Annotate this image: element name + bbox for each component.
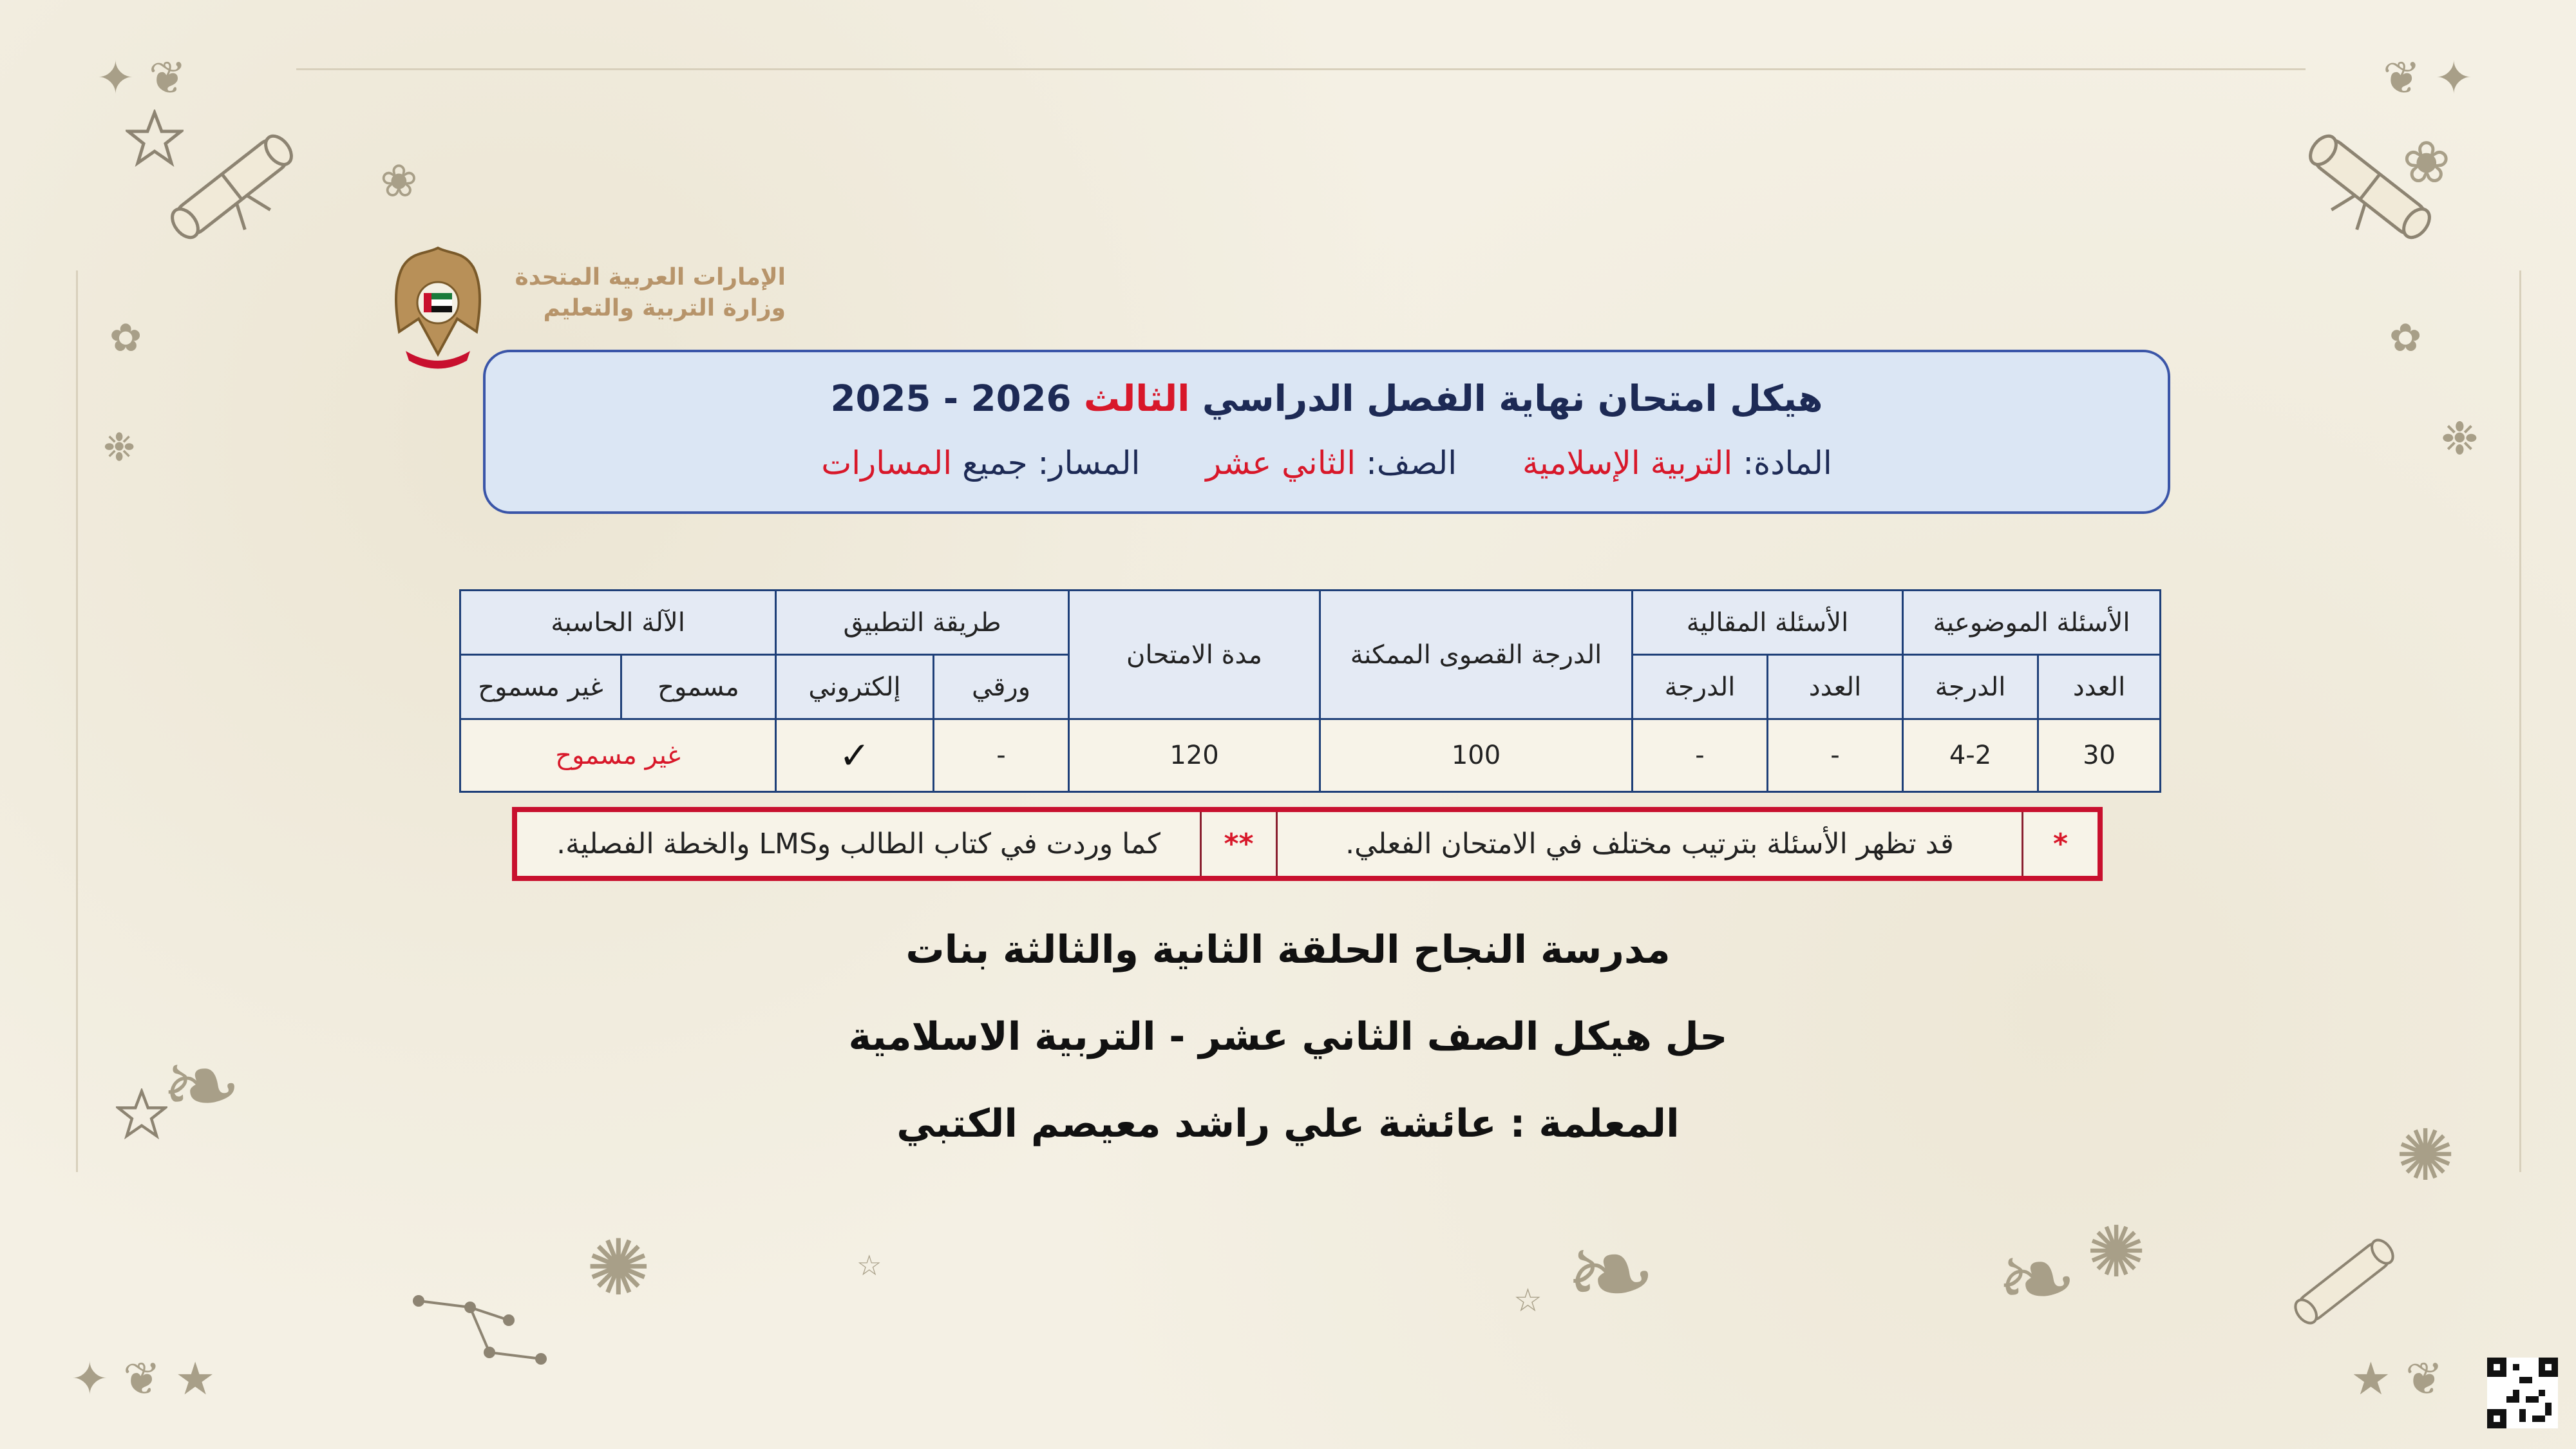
leaf-branch-icon-bottom-right: ❧ — [1996, 1224, 2078, 1336]
cell-essay-score: - — [1633, 719, 1768, 792]
header-calculator: الآلة الحاسبة — [460, 591, 776, 655]
laurel-icon-bottom-left: ✦ ❦ ★ — [71, 1352, 216, 1405]
cell-paper: - — [934, 719, 1069, 792]
constellation-icon-bottom-left — [412, 1282, 560, 1385]
checkmark-icon: ✓ — [776, 719, 934, 792]
track-label: المسار: جميع — [962, 444, 1141, 482]
subject-label: المادة: — [1743, 444, 1832, 482]
firework-icon-bottom-left: ✺ — [586, 1224, 651, 1313]
flower-icon-top-right: ❀ — [2402, 129, 2451, 196]
subheader-allowed: مسموح — [621, 655, 776, 719]
uae-emblem-logo — [386, 242, 489, 370]
note2-text: كما وردت في كتاب الطالب وLMS والخطة الفصلية. — [556, 828, 1160, 860]
track-value: المسارات — [821, 444, 952, 482]
header-essay: الأسئلة المقالية — [1633, 591, 1903, 655]
notes-box — [512, 807, 2103, 881]
flower-icon-top-left: ❀ — [380, 155, 418, 207]
firework-icon-bottom-right: ✺ — [2087, 1211, 2146, 1293]
school-name: مدرسة النجاح الحلقة الثانية والثالثة بنات — [905, 927, 1671, 972]
solution-title: حل هيكل الصف الثاني عشر - التربية الاسلامية — [848, 1014, 1728, 1059]
header-max-score: الدرجة القصوى الممكنة — [1320, 591, 1633, 719]
title-year: 2025 - 2026 — [830, 378, 1072, 420]
star-icon-top-left — [126, 109, 184, 167]
firework-icon-right: ✺ — [2396, 1114, 2456, 1197]
flower-icon-right: ✿ — [2389, 316, 2422, 361]
grade-value: الثاني عشر — [1206, 444, 1356, 482]
note2-marker: ** — [1200, 812, 1276, 876]
flower-icon-left: ✿ — [109, 316, 142, 361]
subheader-not-allowed: غير مسموح — [460, 655, 621, 719]
subject-value: التربية الإسلامية — [1522, 444, 1733, 482]
cell-duration: 120 — [1069, 719, 1320, 792]
note1-text: قد تظهر الأسئلة بترتيب مختلف في الامتحان الفعلي. — [1276, 812, 2022, 876]
star-icon-bottom-center-2: ☆ — [857, 1249, 882, 1282]
exam-spec-table — [459, 589, 2161, 793]
exam-title-box — [483, 350, 2170, 514]
flower-icon-left-2: ❉ — [103, 425, 136, 470]
laurel-icon-top-right: ❦ ✦ — [2383, 52, 2473, 104]
note1-marker: * — [2022, 812, 2098, 876]
qr-code[interactable] — [2487, 1358, 2558, 1428]
header-method: طريقة التطبيق — [776, 591, 1069, 655]
cell-essay-count: - — [1768, 719, 1903, 792]
subheader-obj-score: الدرجة — [1903, 655, 2038, 719]
frame-top-line — [296, 68, 2306, 70]
cell-max-score: 100 — [1320, 719, 1633, 792]
grade-label: الصف: — [1366, 444, 1457, 482]
laurel-icon-bottom-right: ★ ❦ — [2351, 1352, 2443, 1405]
scroll-icon-bottom-right — [2280, 1224, 2409, 1340]
exam-subtitle — [486, 444, 2168, 482]
cell-obj-count: 30 — [2038, 719, 2161, 792]
subheader-obj-count: العدد — [2038, 655, 2161, 719]
flower-icon-right-2: ❉ — [2441, 412, 2479, 465]
leaf-branch-icon-bottom-left: ❧ — [161, 1030, 242, 1142]
header-country-text: الإمارات العربية المتحدة — [515, 264, 786, 290]
header-objective: الأسئلة الموضوعية — [1903, 591, 2161, 655]
subheader-paper: ورقي — [934, 655, 1069, 719]
teacher-name: المعلمة : عائشة علي راشد معيصم الكتبي — [896, 1101, 1680, 1146]
leaf-branch-icon-bottom-center: ❧ — [1565, 1211, 1657, 1338]
title-term: الثالث — [1083, 378, 1190, 420]
header-duration: مدة الامتحان — [1069, 591, 1320, 719]
laurel-icon-top-left: ✦ ❦ — [97, 52, 187, 104]
header-ministry-text: وزارة التربية والتعليم — [543, 295, 786, 321]
subheader-essay-score: الدرجة — [1633, 655, 1768, 719]
subheader-electronic: إلكتروني — [776, 655, 934, 719]
cell-obj-score: 4-2 — [1903, 719, 2038, 792]
title-prefix: هيكل امتحان نهاية الفصل الدراسي — [1202, 378, 1823, 420]
cell-calculator: غير مسموح — [460, 719, 776, 792]
exam-title — [486, 378, 2168, 420]
subheader-essay-count: العدد — [1768, 655, 1903, 719]
star-icon-bottom-center: ☆ — [1513, 1282, 1542, 1319]
